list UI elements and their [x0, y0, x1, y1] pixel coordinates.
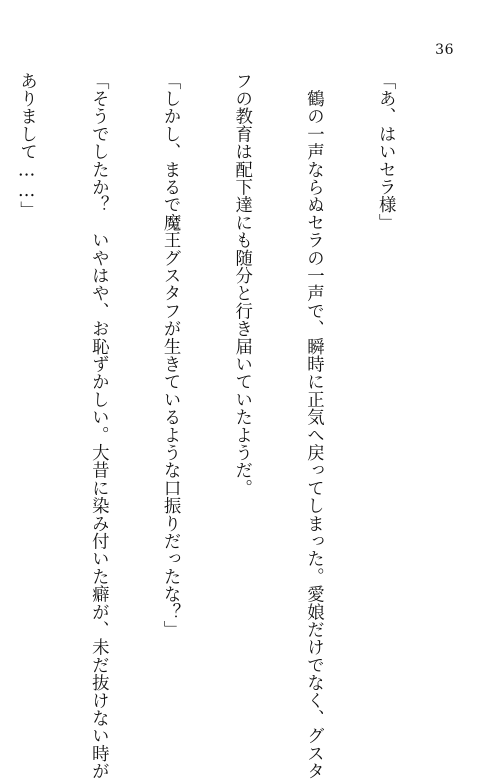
text-line: 「あ、はいセラ様」: [375, 72, 396, 232]
page-number: 36: [435, 42, 454, 58]
text-line: 鶴の一声ならぬセラの一声で、瞬時に正気へ戻ってしまった。愛娘だけでなく、グスタ: [303, 72, 324, 780]
novel-text-column-block: [0, 72, 444, 780]
text-line: ありまして……」: [16, 72, 37, 219]
text-line: 「しかし、まるで魔王グスタフが生きているような口振りだったな？」: [160, 72, 181, 639]
text-line: 「そうでしたか？ いやはや、お恥ずかしい。大昔に染み付いた癖が、未だ抜けない時が: [88, 72, 109, 780]
text-line: フの教育は配下達にも随分と行き届いていたようだ。: [231, 72, 252, 497]
